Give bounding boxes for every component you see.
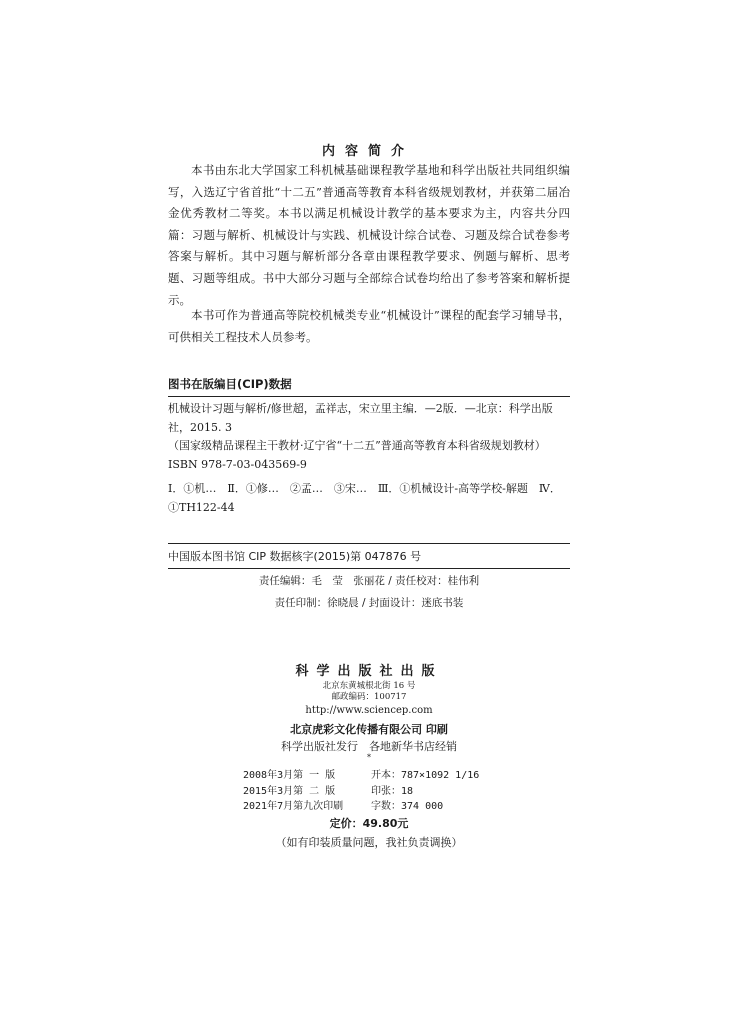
cip-bottom-rule bbox=[168, 543, 570, 544]
quality-notice: （如有印装质量问题，我社负责调换） bbox=[275, 836, 463, 849]
edition-spec: 字数：374 000 bbox=[371, 801, 444, 812]
printer-line: 北京虎彩文化传播有限公司 印刷 bbox=[290, 723, 448, 736]
cip-series-line: （国家级精品课程主干教材·辽宁省“十二五”普通高等教育本科省级规划教材） bbox=[168, 439, 546, 452]
cip-bibliographic-line: 机械设计习题与解析/修世超，孟祥志，宋立里主编．—2版．—北京：科学出版社，2015. 3 bbox=[168, 402, 553, 434]
cip-record bbox=[168, 400, 570, 517]
cip-title: 图书在版编目(CIP)数据 bbox=[168, 377, 292, 391]
intro-paragraph-1: 本书由东北大学国家工科机械基础课程教学基地和科学出版社共同组织编写，入选辽宁省首批“十二五”普通高等教育本科省级规划教材，并获第二届冶金优秀教材二等奖。本书以满足机械设计教学的基本要求为主，内容共分四篇：习题与解析、机械设计与实践、机械设计综合试卷、习题及综合试卷参考答案与解析。其中习题与解析部分各章由课程教学要求、例题与解析、思考题、习题等组成。书中大部分习题与全部综合试卷均给出了参考答案和解析提示。 bbox=[168, 163, 570, 307]
edition-date: 2015年3月第 二 版 bbox=[243, 785, 336, 797]
cip-isbn: ISBN 978-7-03-043569-9 bbox=[168, 457, 307, 471]
edition-spec: 印张：18 bbox=[371, 785, 414, 797]
publisher-address: 北京东黄城根北街 16 号 bbox=[322, 681, 416, 691]
distribution-line: 科学出版社发行 各地新华书店经销 bbox=[281, 740, 457, 753]
credits-production: 责任印制：徐晓晨 / 封面设计：迷底书装 bbox=[274, 597, 464, 609]
cip-cn-record: 中国版本图书馆 CIP 数据核字(2015)第 047876 号 bbox=[168, 550, 422, 563]
publisher-block bbox=[168, 664, 570, 762]
intro-paragraph-2: 本书可作为普通高等院校机械类专业“机械设计”课程的配套学习辅导书，可供相关工程技术人员参考。 bbox=[168, 308, 570, 344]
cip-top-rule bbox=[168, 396, 570, 397]
credits-editors: 责任编辑：毛 莹 张丽花 / 责任校对：桂伟利 bbox=[258, 575, 480, 587]
cip-subjects: Ⅰ．①机… Ⅱ．①修… ②孟… ③宋… Ⅲ．①机械设计-高等学校-解题 Ⅳ．①TH122-44 bbox=[168, 482, 561, 514]
separator-star: * bbox=[367, 753, 371, 762]
edition-row bbox=[243, 768, 501, 784]
publisher-url: http://www.sciencep.com bbox=[305, 705, 433, 716]
credits-top-rule bbox=[168, 568, 570, 569]
edition-spec: 开本：787×1092 1/16 bbox=[371, 770, 480, 781]
edition-table bbox=[243, 768, 501, 815]
publisher-postcode: 邮政编码：100717 bbox=[331, 692, 407, 702]
edition-row bbox=[243, 784, 501, 800]
edition-date: 2021年7月第九次印刷 bbox=[243, 801, 344, 812]
intro-title: 内容简介 bbox=[321, 144, 414, 159]
price: 定价：49.80元 bbox=[329, 817, 409, 830]
edition-row bbox=[243, 799, 501, 815]
publisher-name: 科学出版社出版 bbox=[295, 664, 443, 679]
edition-date: 2008年3月第 一 版 bbox=[243, 770, 336, 781]
